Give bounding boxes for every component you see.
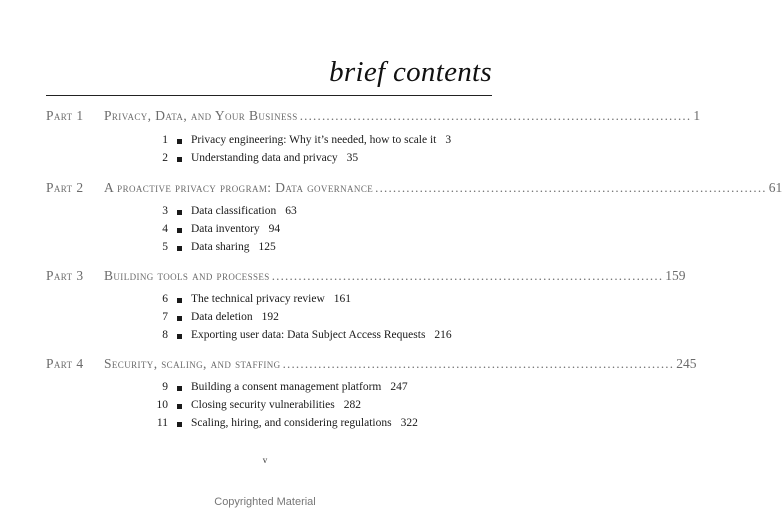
chapter-number: 11 (156, 417, 168, 429)
chapter-entry (150, 134, 451, 150)
chapter-entry (150, 293, 351, 309)
part-page: 159 (665, 268, 686, 283)
bullet-icon (177, 422, 182, 427)
chapter-entry (150, 223, 280, 239)
part-2-heading (46, 180, 782, 198)
chapter-title: Data deletion (191, 311, 253, 323)
part-1-heading (46, 108, 701, 126)
chapter-page: 63 (285, 205, 297, 217)
part-title: Security, scaling, and staffing (104, 356, 281, 371)
bullet-icon (177, 139, 182, 144)
chapter-entry (150, 329, 452, 345)
dot-leader: ........................................................................................ (375, 180, 767, 195)
chapter-number: 9 (162, 381, 168, 393)
part-4-heading (46, 356, 697, 374)
part-label: Part 2 (46, 180, 84, 195)
title-rule (46, 95, 492, 96)
chapter-number: 8 (162, 329, 168, 341)
chapter-page: 125 (258, 241, 276, 253)
chapter-entry (150, 152, 358, 168)
chapter-title: Privacy engineering: Why it’s needed, how to scale it (191, 134, 437, 146)
chapter-entry (150, 399, 361, 415)
chapter-number: 6 (162, 293, 168, 305)
chapter-page: 35 (346, 152, 359, 164)
chapter-page: 247 (390, 381, 408, 393)
bullet-icon (177, 404, 182, 409)
chapter-title: Scaling, hiring, and considering regulations (191, 417, 392, 429)
chapter-title: Understanding data and privacy (191, 152, 338, 164)
bullet-icon (177, 246, 182, 251)
chapter-number: 3 (162, 205, 168, 217)
chapter-number: 7 (162, 311, 168, 323)
chapter-entry (150, 311, 279, 327)
chapter-number: 5 (162, 241, 168, 253)
chapter-page: 322 (400, 417, 418, 429)
chapter-title: Building a consent management platform (191, 381, 382, 393)
chapter-page: 94 (268, 223, 281, 235)
part-label: Part 4 (46, 356, 84, 371)
chapter-page: 3 (445, 134, 452, 146)
chapter-page: 161 (333, 293, 352, 305)
part-page: 245 (676, 356, 697, 371)
chapter-number: 10 (156, 399, 168, 411)
bullet-icon (177, 298, 182, 303)
bullet-icon (177, 316, 182, 321)
part-title: Privacy, Data, and Your Business (104, 108, 298, 123)
part-3-heading (46, 268, 686, 286)
chapter-page: 192 (261, 311, 279, 323)
chapter-number: 4 (162, 223, 168, 235)
dot-leader: ........................................................................................ (271, 268, 664, 283)
bullet-icon (177, 210, 182, 215)
chapter-number: 1 (162, 134, 168, 146)
chapter-title: The technical privacy review (191, 293, 325, 305)
chapter-title: Exporting user data: Data Subject Access Requests (191, 329, 426, 341)
part-title: A proactive privacy program: Data governance (104, 180, 374, 195)
dot-leader: ........................................................................................ (299, 108, 692, 123)
chapter-page: 216 (434, 329, 452, 341)
bullet-icon (177, 157, 182, 162)
chapter-title: Data sharing (191, 241, 250, 253)
bullet-icon (177, 334, 182, 339)
part-label: Part 1 (46, 108, 84, 123)
dot-leader: ........................................................................................ (282, 356, 675, 371)
copyright-notice: Copyrighted Material (214, 496, 316, 508)
chapter-number: 2 (162, 152, 168, 164)
part-label: Part 3 (46, 268, 84, 283)
chapter-title: Data inventory (191, 223, 260, 235)
chapter-page: 282 (343, 399, 361, 411)
chapter-entry (150, 381, 408, 397)
page-number: v (262, 455, 268, 465)
chapter-entry (150, 205, 297, 221)
page-title: brief contents (329, 56, 492, 88)
bullet-icon (177, 386, 182, 391)
part-page: 61 (768, 180, 782, 195)
bullet-icon (177, 228, 182, 233)
chapter-entry (150, 241, 276, 257)
part-page: 1 (693, 108, 701, 123)
chapter-title: Closing security vulnerabilities (191, 399, 335, 411)
chapter-title: Data classification (191, 205, 277, 217)
part-title: Building tools and processes (104, 268, 270, 283)
chapter-entry (150, 417, 418, 433)
